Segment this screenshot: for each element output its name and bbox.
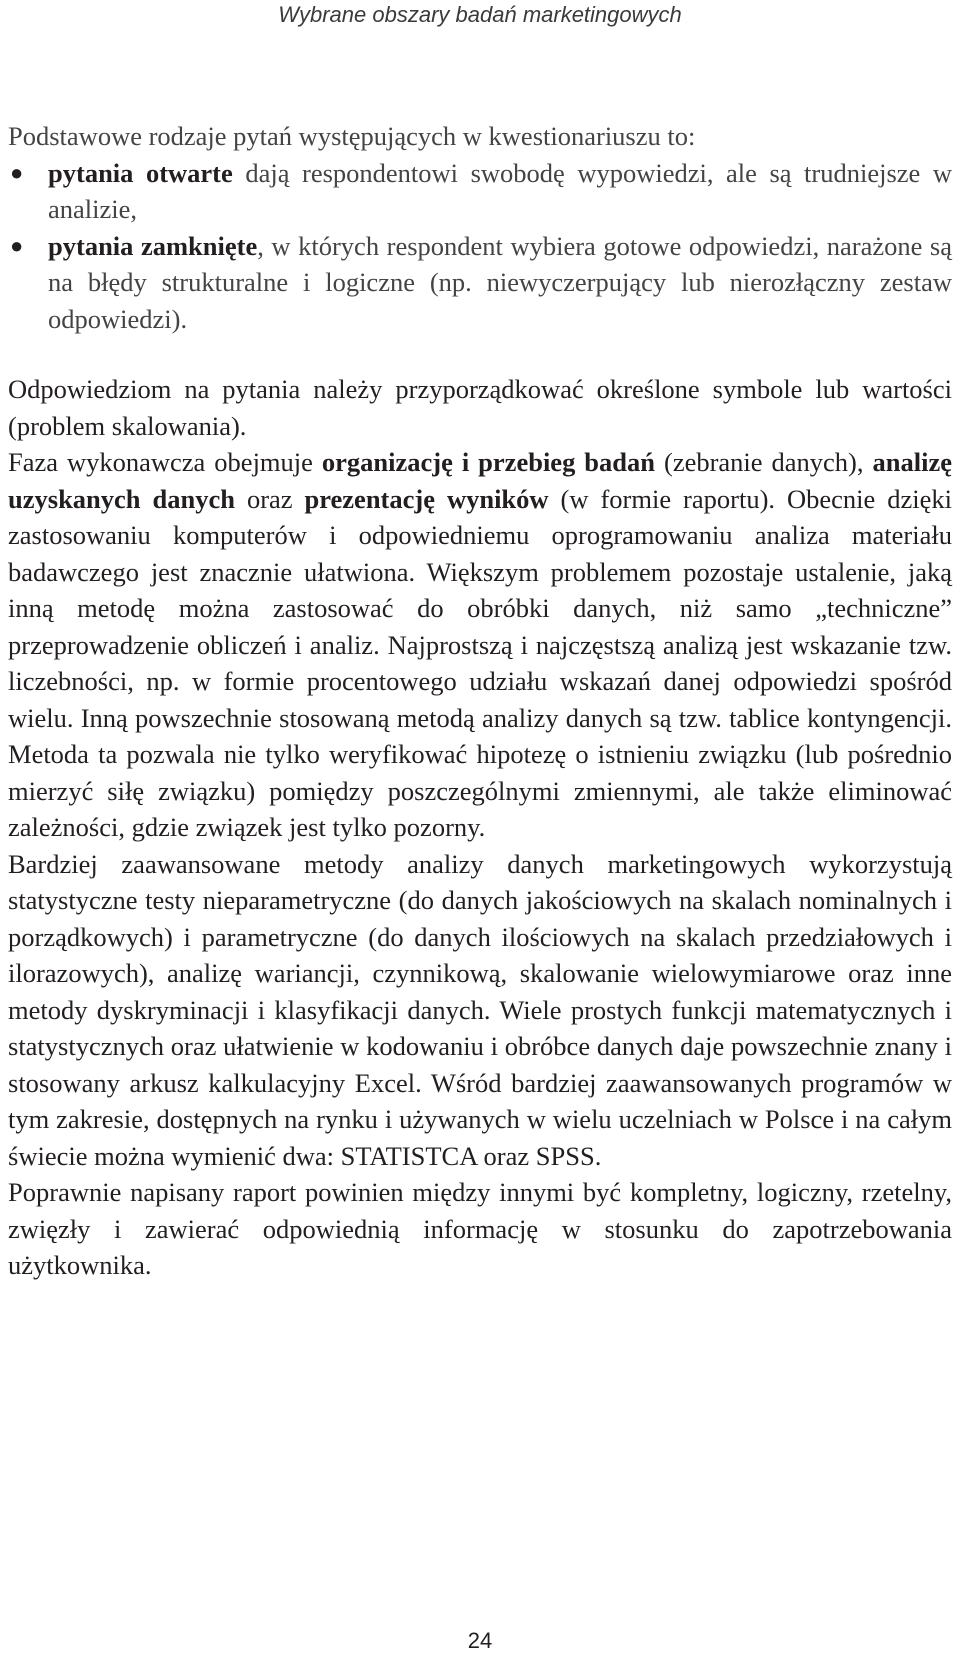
text-run: (zebranie danych), (655, 447, 873, 477)
question-types-list (8, 155, 952, 338)
term-open-questions: pytania otwarte (48, 157, 233, 188)
paragraph-advanced-methods: Bardziej zaawansowane metody analizy danych marketingowych wykorzystują statystyczne testy nieparametryczne (do danych jakościowych na skalach nominalnych i porządkowych) i parametryczne (do danych ilościowych na skalach przedziałowych i ilorazowych), analizę wariancji, czynnikową, skalowanie wielowymiarowe oraz inne metody dyskryminacji i klasyfikacji danych. Wiele prostych funkcji matematycznych i statystycznych oraz ułatwienie w kodowaniu i obróbce danych daje powszechnie znany i stosowany arkusz kalkulacyjny Excel. Wśród bardziej zaawansowanych programów w tym zakresie, dostępnych na rynku i używanych w wielu uczelniach w Polsce i na całym świecie można wymienić dwa: STATISTCA oraz SPSS. (8, 848, 952, 1171)
page-body (8, 118, 952, 1284)
bold-analysis: analizę uzyskanych danych (8, 447, 952, 514)
list-item-open-questions (8, 155, 952, 228)
text-run: oraz (234, 483, 305, 514)
text-run: (w formie raportu). Obecnie dzięki zastosowaniu komputerów i odpowiedniemu oprogramowaniu analiza materiału badawczego jest znacznie ułatwiona. Większym problemem pozostaje ustalenie, jaką inną metodę można zastosować do obróbki danych, niż samo „techniczne” przeprowadzenie obliczeń i analiz. Najprostszą i najczęstszą analizą jest wskazanie tzw. liczebności, np. w formie procentowego udziału wskazań danej odpowiedzi spośród wielu. Inną powszechnie stosowaną metodą analizy danych są tzw. tablice kontyngencji. Metoda ta pozwala nie tylko weryfikować hipotezę o istnieniu związku (lub pośrednio mierzyć siłę związku) pomiędzy poszczególnymi zmiennymi, ale także eliminować zależności, gdzie związek jest tylko pozorny. (8, 483, 952, 842)
bold-presentation: prezentację wyników (304, 483, 549, 514)
paragraph-execution-phase (8, 444, 952, 846)
running-header: Wybrane obszary badań marketingowych (278, 2, 682, 27)
list-item-text: , w których respondent wybiera gotowe odpowiedzi, narażone są na błędy strukturalne i logiczne (np. niewyczerpujący lub nierozłączny zestaw odpowiedzi). (48, 230, 952, 334)
paragraph-report: Poprawnie napisany raport powinien między innymi być kompletny, logiczny, rzetelny, zwięzły i zawierać odpowiednią informację w stosunku do zapotrzebowania użytkownika. (8, 1177, 952, 1280)
bold-organization: organizację i przebieg badań (321, 447, 656, 477)
list-item-closed-questions (8, 228, 952, 338)
bullet-icon: ● (10, 159, 24, 185)
paragraph-spacer (8, 337, 952, 371)
text-run: Faza wykonawcza obejmuje (8, 447, 322, 477)
page-number: 24 (467, 1628, 493, 1653)
paragraph-scaling: Odpowiedziom na pytania należy przyporządkować określone symbole lub wartości (problem skalowania). (8, 374, 952, 441)
bullet-icon: ● (10, 232, 24, 258)
intro-sentence: Podstawowe rodzaje pytań występujących w kwestionariuszu to: (8, 121, 696, 151)
term-closed-questions: pytania zamknięte (48, 230, 258, 261)
list-item-text: dają respondentowi swobodę wypowiedzi, ale są trudniejsze w analizie, (48, 157, 952, 224)
